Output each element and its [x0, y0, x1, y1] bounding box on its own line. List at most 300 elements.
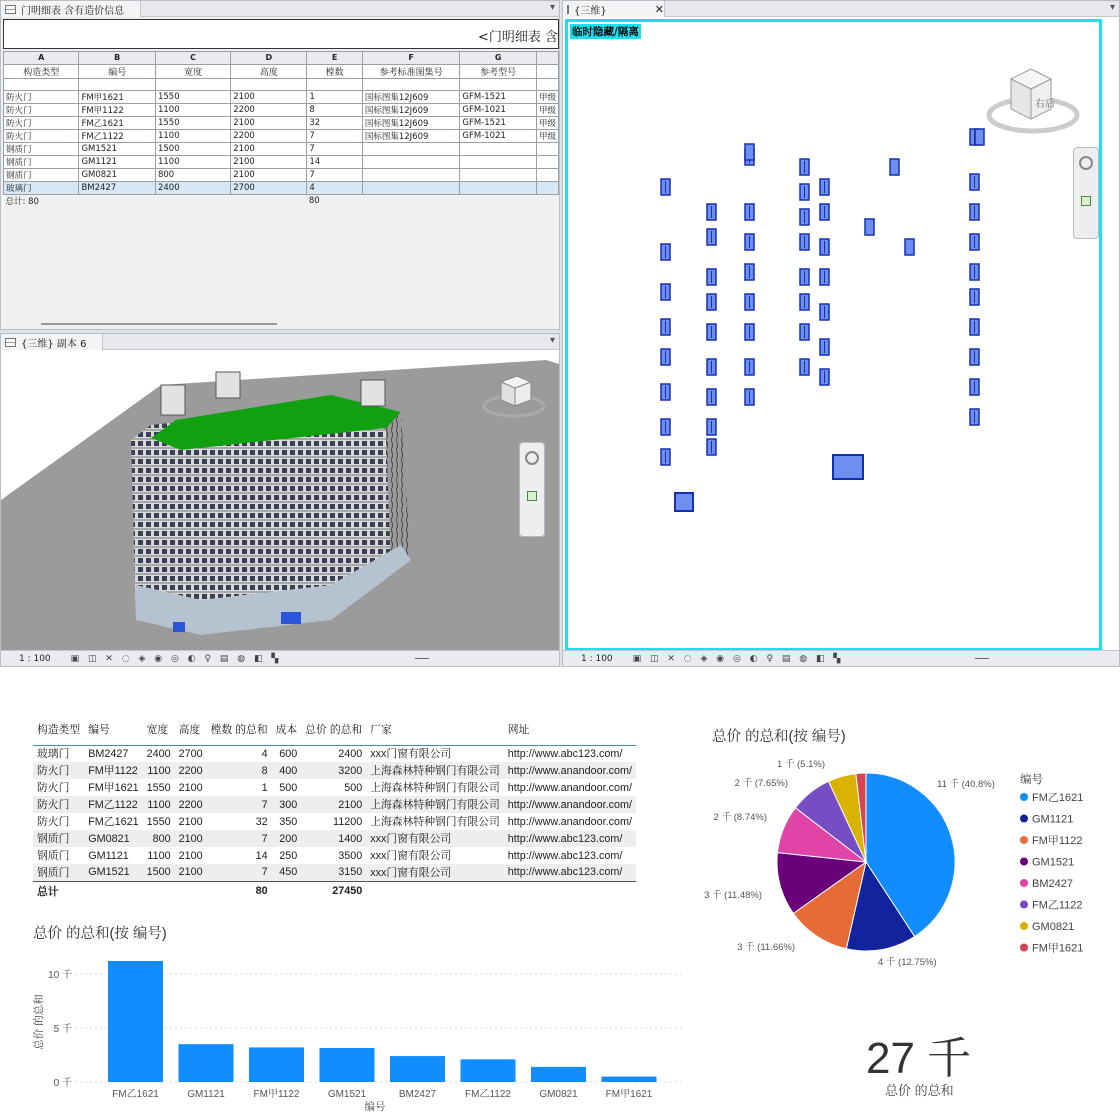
legend-marker [1020, 793, 1028, 801]
report-cell: 4 [261, 747, 268, 760]
report-table-row[interactable] [33, 830, 636, 847]
glass-door-element [833, 455, 863, 479]
door-element [707, 389, 716, 405]
report-cell: http://www.anandoor.com/ [507, 815, 633, 828]
schedule-cell: 国标图集12J609 [362, 104, 460, 117]
pie-chart[interactable] [700, 757, 1120, 977]
view-3d-pane [562, 0, 1120, 667]
column-header: 宽度 [155, 64, 230, 78]
report-cell: 钢质门 [37, 850, 70, 862]
navigation-bar[interactable] [1073, 147, 1099, 239]
legend-title: 编号 [1020, 774, 1043, 786]
schedule-titlebar [1, 1, 559, 17]
schedule-cell: 2200 [231, 130, 307, 143]
report-cell: 2400 [338, 747, 363, 760]
report-cell: 2200 [175, 796, 207, 813]
column-letter: A [4, 52, 79, 65]
schedule-cell: 8 [307, 104, 362, 117]
schedule-cell: 2100 [231, 91, 307, 104]
schedule-horizontal-scrollbar[interactable] [41, 323, 277, 325]
schedule-cell: 7 [307, 143, 362, 156]
schedule-cell [460, 182, 537, 195]
view-control-bar-right [563, 650, 1119, 666]
door-element [820, 269, 829, 285]
column-header: 构造类型 [4, 64, 79, 78]
door-element [890, 159, 899, 175]
report-cell: FM乙1122 [84, 796, 142, 813]
x-tick-label: GM1121 [187, 1089, 225, 1100]
3d-view-icon [5, 338, 16, 347]
steering-wheel-icon[interactable] [525, 451, 539, 465]
report-cell: 1550 [146, 815, 171, 828]
door-element [970, 174, 979, 190]
pie-chart-title: 总价 的总和(按 编号) [712, 729, 846, 745]
tab-schedule-label: 门明细表 含有造价信息 [21, 5, 125, 17]
schedule-cell [536, 169, 558, 182]
schedule-cell: 2200 [231, 104, 307, 117]
report-table-row[interactable] [33, 847, 636, 864]
report-cell: 1100 [143, 762, 175, 779]
schedule-cell: GFM-1521 [460, 91, 537, 104]
column-header: 参考标准图集号 [362, 64, 460, 78]
y-tick-label: 0 千 [53, 1078, 72, 1089]
column-header: 编号 [79, 64, 156, 78]
schedule-cell: FM乙1122 [79, 130, 156, 143]
schedule-row[interactable] [4, 117, 559, 130]
schedule-table [3, 51, 559, 207]
pie-data-label: 11 千 (40.8%) [937, 779, 995, 790]
report-cell: 800 [143, 830, 175, 847]
report-table-row[interactable] [33, 864, 636, 881]
schedule-cell: 2400 [155, 182, 230, 195]
legend-item[interactable]: GM0821 [1032, 921, 1075, 933]
report-column-header: 宽度 [143, 715, 175, 745]
bar[interactable] [461, 1059, 516, 1082]
report-cell: xxx门窗有限公司 [366, 830, 504, 847]
scale-readout[interactable]: 1 : 100 [581, 653, 613, 664]
pane-menu-icon[interactable]: ▾ [549, 335, 555, 346]
report-cell: GM1121 [88, 849, 129, 862]
report-cell: 7 [207, 796, 272, 813]
bar[interactable] [390, 1056, 445, 1082]
schedule-cell: GM1121 [79, 156, 156, 169]
schedule-cell [362, 143, 460, 156]
steering-wheel-icon[interactable] [1079, 156, 1093, 170]
schedule-cell: FM甲1122 [79, 104, 156, 117]
column-letter: F [362, 52, 460, 65]
legend-marker [1020, 944, 1028, 952]
schedule-cell: 2100 [231, 169, 307, 182]
schedule-cell: 防火门 [4, 91, 79, 104]
schedule-cell [536, 182, 558, 195]
report-cell: http://www.abc123.com/ [504, 864, 636, 881]
schedule-cell [460, 156, 537, 169]
report-cell: 1400 [301, 830, 366, 847]
close-icon[interactable]: ✕ [654, 2, 664, 16]
door-element [661, 419, 670, 435]
column-header: 参考型号 [460, 64, 537, 78]
door-element [745, 294, 754, 310]
column-header: 樘数 [307, 64, 362, 78]
report-total-sum: 27450 [301, 881, 366, 901]
schedule-cell: 钢质门 [4, 169, 79, 182]
report-table-row[interactable] [33, 796, 636, 813]
view-3d-copy-canvas[interactable] [1, 350, 559, 650]
schedule-cell: 玻璃门 [4, 182, 79, 195]
column-letter: G [460, 52, 537, 65]
bar-chart[interactable] [20, 947, 700, 1115]
3d-view-icon [567, 5, 569, 14]
report-cell: http://www.anandoor.com/ [504, 762, 636, 779]
door-element [970, 204, 979, 220]
legend-item[interactable]: FM甲1621 [1032, 942, 1084, 955]
report-cell: 2400 [146, 747, 171, 760]
door-element [661, 384, 670, 400]
door-element [970, 319, 979, 335]
report-cell: 500 [344, 781, 363, 794]
view-control-icons[interactable]: ▣ ◫ ✕ ◌ ◈ ◉ ◎ ◐ ♀ ▤ ◍ ◧ ▚ [70, 653, 282, 664]
view-3d-titlebar [563, 1, 1119, 17]
door-element [745, 144, 754, 160]
schedule-cell [362, 156, 460, 169]
schedule-cell: 1 [307, 91, 362, 104]
report-cell: FM甲1621 [88, 782, 139, 794]
view-3d-copy-titlebar [1, 334, 559, 350]
door-element [800, 294, 809, 310]
roof-stair-tower [216, 372, 240, 398]
door-element [661, 349, 670, 365]
highlighted-door [281, 612, 301, 624]
door-element [707, 419, 716, 435]
door-element [970, 264, 979, 280]
schedule-cell: FM乙1621 [79, 117, 156, 130]
card-total-value: 27 千 [866, 1034, 972, 1083]
report-cell: 600 [279, 747, 298, 760]
blank-row [4, 78, 559, 91]
report-cell: 350 [279, 815, 298, 828]
door-element [745, 234, 754, 250]
x-tick-label: BM2427 [398, 1089, 437, 1100]
column-letter: D [231, 52, 307, 65]
tab-schedule[interactable] [1, 1, 141, 17]
door-element [745, 324, 754, 340]
report-cell: 钢质门 [33, 830, 84, 847]
report-cell: 14 [255, 849, 268, 862]
card-total-label: 总价 的总和 [885, 1083, 954, 1098]
scroll-dash [975, 658, 989, 659]
report-cell: http://www.anandoor.com/ [504, 796, 636, 813]
report-cell: 11200 [332, 815, 363, 828]
door-element [707, 324, 716, 340]
schedule-cell: 国标图集12J609 [362, 117, 460, 130]
door-element [820, 179, 829, 195]
report-cell: BM2427 [88, 747, 129, 760]
navigation-bar[interactable] [519, 442, 545, 537]
schedule-icon [5, 5, 16, 14]
schedule-header [3, 19, 559, 49]
bar[interactable] [108, 961, 163, 1082]
scale-readout[interactable]: 1 : 100 [19, 653, 51, 664]
door-element [675, 493, 693, 511]
door-element [970, 234, 979, 250]
door-element [707, 439, 716, 455]
door-element [820, 369, 829, 385]
report-cell: xxx门窗有限公司 [370, 850, 452, 862]
column-letter-row [4, 52, 559, 65]
temporary-hide-isolate-label: 临时隐藏/隔离 [572, 26, 639, 38]
report-cell: http://www.abc123.com/ [507, 849, 623, 862]
schedule-row[interactable] [4, 143, 559, 156]
report-cell: 450 [272, 864, 302, 881]
schedule-row[interactable] [4, 130, 559, 143]
bar[interactable] [179, 1044, 234, 1082]
legend-item[interactable]: FM甲1122 [1032, 835, 1083, 847]
schedule-cell: 钢质门 [4, 156, 79, 169]
report-cell: 上海森林特种钢门有限公司 [366, 762, 504, 779]
viewcube[interactable] [985, 57, 1081, 137]
report-cell: 400 [272, 762, 302, 779]
report-cell: http://www.anandoor.com/ [507, 781, 633, 794]
report-cell: 1 [261, 781, 268, 794]
schedule-cell [362, 169, 460, 182]
schedule-cell: 800 [155, 169, 230, 182]
schedule-cell: 4 [307, 182, 362, 195]
report-cell: http://www.abc123.com/ [507, 747, 623, 760]
schedule-cell: 1100 [155, 104, 230, 117]
column-header [536, 64, 558, 78]
report-cell: 1100 [147, 849, 171, 862]
schedule-cell [460, 169, 537, 182]
schedule-row[interactable] [4, 169, 559, 182]
report-table-row[interactable] [33, 745, 636, 762]
report-cell: 3150 [301, 864, 366, 881]
report-cell: 3500 [338, 849, 363, 862]
door-element [905, 239, 914, 255]
report-cell: 2100 [178, 781, 203, 794]
legend-item[interactable]: GM1121 [1032, 813, 1074, 826]
building-model [1, 350, 559, 650]
report-table-row[interactable] [33, 762, 636, 779]
report-cell: 2100 [175, 864, 207, 881]
door-element [661, 179, 670, 195]
y-tick-label: 10 千 [48, 969, 72, 981]
schedule-cell: 14 [307, 156, 362, 169]
x-tick-label: FM甲1621 [605, 1089, 653, 1100]
report-cell: 32 [255, 815, 268, 828]
schedule-row[interactable] [4, 156, 559, 169]
report-column-header: 成本 [272, 715, 302, 745]
pane-menu-icon[interactable]: ▾ [549, 2, 555, 13]
report-total-row [33, 881, 636, 901]
tab-3d-label: {三维} [574, 5, 607, 17]
scroll-dash [415, 658, 429, 659]
report-cell: 防火门 [33, 762, 84, 779]
viewcube-label: 右后 [1035, 99, 1055, 110]
door-element [970, 349, 979, 365]
door-element [800, 324, 809, 340]
door-element [745, 389, 754, 405]
schedule-cell: 甲级 [536, 91, 558, 104]
schedule-total-label: 总计: 80 [4, 195, 156, 208]
report-cell: 300 [272, 796, 302, 813]
y-tick-label: 5 千 [53, 1023, 72, 1035]
door-element [820, 239, 829, 255]
bar[interactable] [602, 1077, 657, 1082]
schedule-cell: 7 [307, 130, 362, 143]
schedule-cell: 2100 [231, 143, 307, 156]
report-cell: 防火门 [37, 782, 70, 794]
pie-data-label: 2 千 (7.65%) [734, 778, 788, 789]
schedule-body [1, 17, 559, 329]
door-element [800, 184, 809, 200]
viewcube[interactable] [481, 370, 551, 420]
x-axis-title: 编号 [364, 1101, 386, 1113]
schedule-cell: 1550 [155, 117, 230, 130]
schedule-cell: 2100 [231, 117, 307, 130]
door-element [745, 264, 754, 280]
door-element [800, 269, 809, 285]
report-table-header [33, 715, 636, 745]
view-control-icons[interactable]: ▣ ◫ ✕ ◌ ◈ ◉ ◎ ◐ ♀ ▤ ◍ ◧ ▚ [632, 653, 844, 664]
report-cell: xxx门窗有限公司 [366, 864, 504, 881]
schedule-total-count: 80 [307, 195, 362, 208]
view-control-bar-left [1, 650, 559, 666]
schedule-cell [536, 156, 558, 169]
legend-item[interactable]: GM1521 [1032, 856, 1075, 869]
door-element [820, 204, 829, 220]
report-cell: 2100 [175, 830, 207, 847]
door-element [707, 269, 716, 285]
tab-3d-copy[interactable] [1, 334, 103, 350]
schedule-cell: 1100 [155, 130, 230, 143]
schedule-cell: 甲级 [536, 117, 558, 130]
door-element [661, 244, 670, 260]
report-cell: 1500 [143, 864, 175, 881]
x-tick-label: GM1521 [327, 1089, 367, 1100]
highlighted-door [173, 622, 185, 632]
bar[interactable] [320, 1048, 375, 1082]
schedule-cell: GFM-1021 [460, 104, 537, 117]
legend-item[interactable]: FM乙1621 [1032, 792, 1084, 804]
door-element [970, 379, 979, 395]
x-tick-label: FM甲1122 [253, 1089, 300, 1100]
tab-3d[interactable] [563, 1, 665, 17]
report-cell: 7 [207, 864, 272, 881]
view-3d-copy-pane [0, 333, 560, 667]
door-element [820, 304, 829, 320]
schedule-pane [0, 0, 560, 330]
schedule-cell: GM1521 [79, 143, 156, 156]
door-element [707, 229, 716, 245]
report-column-header: 高度 [175, 715, 207, 745]
report-cell: 上海森林特种钢门有限公司 [370, 782, 500, 794]
x-tick-label: FM乙1621 [112, 1089, 159, 1100]
schedule-row[interactable] [4, 91, 559, 104]
door-element [975, 129, 984, 145]
door-element [865, 219, 874, 235]
door-element [820, 339, 829, 355]
report-column-header: 构造类型 [33, 715, 84, 745]
report-cell: 2100 [178, 849, 203, 862]
report-cell: FM甲1122 [84, 762, 142, 779]
pie-data-label: 2 千 (8.74%) [713, 812, 767, 823]
schedule-cell: 甲级 [536, 104, 558, 117]
bar[interactable] [531, 1067, 586, 1082]
legend-marker [1020, 922, 1028, 930]
report-cell: 250 [279, 849, 298, 862]
report-table-row[interactable] [33, 813, 636, 830]
schedule-cell: 防火门 [4, 104, 79, 117]
schedule-cell: 防火门 [4, 130, 79, 143]
x-tick-label: GM0821 [539, 1089, 578, 1100]
door-element [745, 359, 754, 375]
column-letter [536, 52, 558, 65]
schedule-cell: 钢质门 [4, 143, 79, 156]
roof-stair-tower [361, 380, 385, 406]
legend-marker [1020, 858, 1028, 866]
report-cell: 2100 [178, 815, 203, 828]
schedule-cell: 2100 [231, 156, 307, 169]
schedule-cell: 2700 [231, 182, 307, 195]
bar[interactable] [249, 1047, 304, 1082]
door-element [661, 284, 670, 300]
report-cell: 钢质门 [33, 864, 84, 881]
zoom-icon[interactable] [1081, 196, 1091, 206]
report-cell: 200 [272, 830, 302, 847]
pie-data-label: 3 千 (11.48%) [704, 890, 762, 901]
report-column-header: 编号 [84, 715, 142, 745]
report-cell: 3200 [301, 762, 366, 779]
legend-item[interactable]: BM2427 [1032, 878, 1073, 890]
schedule-cell: 国标图集12J609 [362, 130, 460, 143]
report-cell: 2700 [178, 747, 203, 760]
schedule-cell: GM0821 [79, 169, 156, 182]
tab-3d-copy-label: {三维} 副本 6 [21, 338, 87, 350]
view-3d-canvas[interactable] [563, 17, 1119, 650]
report-table-row[interactable] [33, 779, 636, 796]
schedule-row[interactable] [4, 182, 559, 195]
legend-marker [1020, 836, 1028, 844]
report-cell: 防火门 [37, 816, 70, 828]
schedule-cell: 32 [307, 117, 362, 130]
legend-item[interactable]: FM乙1122 [1032, 899, 1083, 912]
report-cell: FM乙1621 [88, 816, 139, 828]
zoom-icon[interactable] [527, 491, 537, 501]
bar-chart-title: 总价 的总和(按 编号) [33, 926, 167, 942]
pie-data-label: 1 千 (5.1%) [776, 759, 825, 770]
powerbi-report [0, 667, 1120, 1120]
column-letter: B [79, 52, 156, 65]
roof-stair-tower [161, 385, 185, 415]
door-element [661, 449, 670, 465]
report-cell: 防火门 [33, 796, 84, 813]
door-element [745, 204, 754, 220]
column-header: 高度 [231, 64, 307, 78]
door-element [707, 359, 716, 375]
report-cell: xxx门窗有限公司 [370, 748, 452, 761]
legend-marker [1020, 901, 1028, 909]
report-cell: 1100 [143, 796, 175, 813]
schedule-row[interactable] [4, 104, 559, 117]
schedule-cell: GFM-1021 [460, 130, 537, 143]
door-element [707, 204, 716, 220]
pie-data-label: 4 千 (12.75%) [878, 957, 937, 968]
column-letter: E [307, 52, 362, 65]
column-letter: C [155, 52, 230, 65]
pane-menu-icon[interactable]: ▾ [1109, 2, 1115, 13]
door-element [661, 319, 670, 335]
door-element [800, 234, 809, 250]
